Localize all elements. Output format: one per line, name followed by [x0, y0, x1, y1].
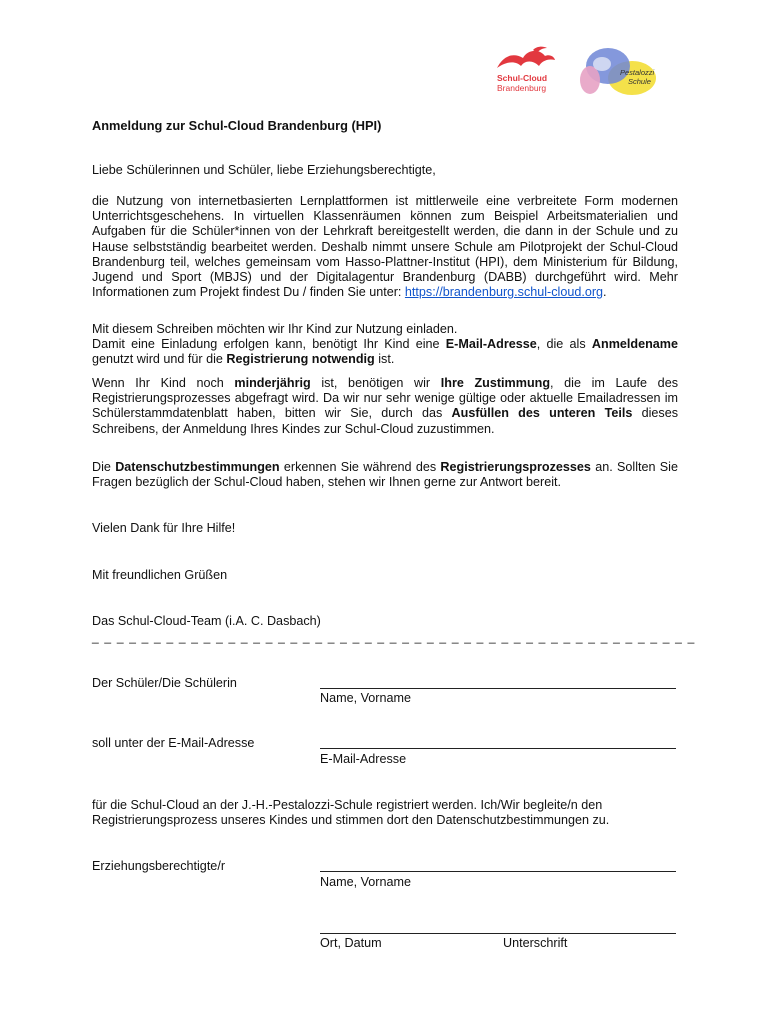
schulcloud-link[interactable]: https://brandenburg.schul-cloud.org — [404, 285, 604, 300]
cut-line: _ _ _ _ _ _ _ _ _ _ _ _ _ _ _ _ _ _ _ _ _ _ _ _ _ _ _ _ _ _ _ _ _ _ _ _ _ _ _ _ _ _ _ _ _ _ _ _ _ — [92, 630, 696, 644]
pestalozzi-logo-text-1: Pestalozzi — [620, 68, 655, 77]
registration-statement: für die Schul-Cloud an der J.-H.-Pestalozzi-Schule registriert werden. Ich/Wir begleite/n den Registrierungsprozess unseres Kindes und stimmen dort den Datenschutzbestimmungen zu. — [92, 798, 610, 828]
guardian-label: Erziehungsberechtigte/r — [92, 859, 226, 873]
email-line[interactable] — [320, 748, 676, 749]
pestalozzi-logo — [578, 44, 658, 98]
intro-paragraph: die Nutzung von internetbasierten Lernplattformen ist mittlerweile eine verbreitete Form modernen Unterrichtsgeschehens. In virtuellen Klassenräumen können zum Beispiel Arbeitsmaterialien und Aufgaben für die Schüler*innen von der Lehrkraft bereitgestellt werden, die dann in der Schule und zu Hause selbstständig bearbeitet werden. Deshalb nimmt unsere Schule am Pilotprojekt der Schul-Cloud Brandenburg teil, welches gemeinsam vom Hasso-Plattner-Institut (HPI), dem Ministerium für Bildung, Jugend und Sport (MBJS) und der Digitalagentur Brandenburg (DABB) durchgeführt wird. Mehr Informationen zum Projekt findest Du / finden Sie unter: https://brandenburg.schul-cloud.org. — [92, 194, 678, 300]
student-label: Der Schüler/Die Schülerin — [92, 676, 237, 690]
invitation-paragraph: Mit diesem Schreiben möchten wir Ihr Kind zur Nutzung einladen. Damit eine Einladung erfolgen kann, benötigt Ihr Kind eine E-Mail-Adresse, die als Anmeldename genutzt wird und für die Registrierung notwendig ist. — [92, 322, 678, 367]
cloud-swoosh-icon — [493, 44, 557, 74]
consent-paragraph: Wenn Ihr Kind noch minderjährig ist, benötigen wir Ihre Zustimmung, die im Laufe des Registrierungsprozesses abgefragt wird. Da wir nur sehr wenige gültige oder aktuelle Emailadressen im Schülerstammdatenblatt haben, bitten wir Sie, durch das Ausfüllen des unteren Teils dieses Schreibens, der Anmeldung Ihres Kindes zur Schul-Cloud zuzustimmen. — [92, 376, 679, 436]
document-title: Anmeldung zur Schul-Cloud Brandenburg (HPI) — [92, 118, 382, 133]
privacy-paragraph: Die Datenschutzbestimmungen erkennen Sie während des Registrierungsprozesses an. Sollten Sie Fragen bezüglich der Schul-Cloud haben, stehen wir Ihnen gerne zur Antwort bereit. — [92, 460, 678, 490]
guardian-name-line[interactable] — [320, 871, 676, 872]
guardian-name-caption: Name, Vorname — [320, 875, 411, 889]
schulcloud-logo-text-2: Brandenburg — [497, 83, 547, 93]
student-name-line[interactable] — [320, 688, 676, 689]
place-date-caption: Ort, Datum — [320, 936, 382, 950]
greeting: Liebe Schülerinnen und Schüler, liebe Erziehungsberechtigte, — [92, 163, 436, 177]
schulcloud-logo — [493, 44, 557, 98]
student-name-caption: Name, Vorname — [320, 691, 411, 705]
pestalozzi-logo-text-2: Schule — [628, 77, 651, 86]
email-caption: E-Mail-Adresse — [320, 752, 407, 766]
signature-caption: Unterschrift — [503, 936, 568, 950]
closing-regards: Mit freundlichen Grüßen — [92, 568, 228, 582]
place-date-signature-line[interactable] — [320, 933, 676, 934]
signature-team: Das Schul-Cloud-Team (i.A. C. Dasbach) — [92, 614, 321, 628]
schulcloud-logo-text-1: Schul-Cloud — [497, 73, 548, 83]
email-label: soll unter der E-Mail-Adresse — [92, 736, 255, 750]
thanks-line: Vielen Dank für Ihre Hilfe! — [92, 521, 236, 535]
